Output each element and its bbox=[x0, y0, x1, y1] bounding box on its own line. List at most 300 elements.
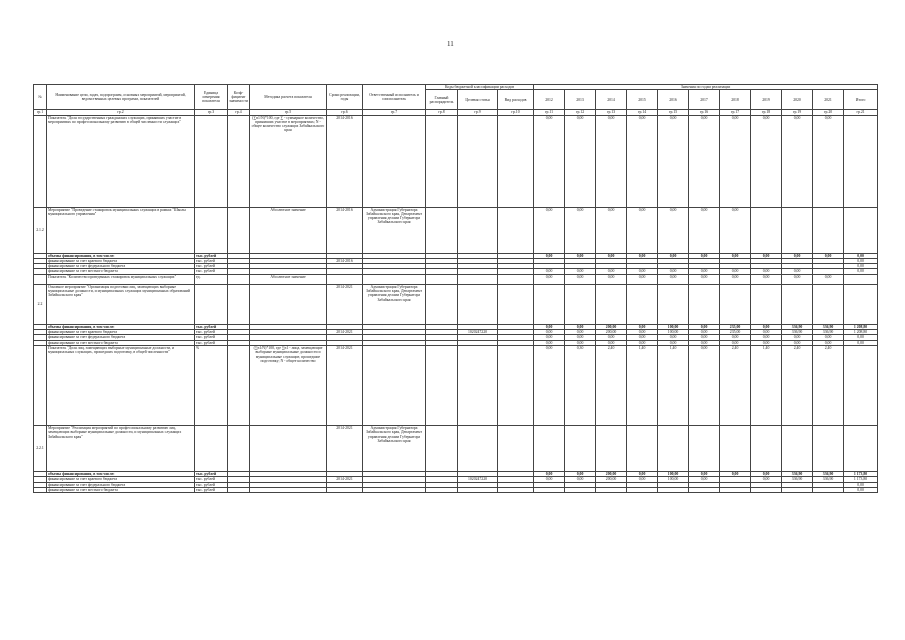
row-code-admin bbox=[426, 207, 458, 253]
row-total bbox=[844, 274, 878, 284]
row-name: финансирование за счет краевого бюджета bbox=[47, 330, 195, 335]
row-year-value: 0,00 bbox=[627, 471, 658, 476]
row-code-article bbox=[458, 425, 498, 471]
row-period: 2014-2021 bbox=[327, 284, 363, 324]
row-year-value: 0,00 bbox=[534, 330, 565, 335]
row-year-value: 0,00 bbox=[534, 207, 565, 253]
row-code-type bbox=[498, 207, 534, 253]
header-year: 2017 bbox=[689, 90, 720, 110]
row-year-value: 235,00 bbox=[720, 324, 751, 329]
row-method: (∑n1/N)*100, где ∑n1 - лица, замещающие выборные муниципальные должности и муниципальные служащие, прошедшие подготовку; N - общее количество bbox=[250, 345, 327, 425]
header-year: 2012 bbox=[534, 90, 565, 110]
column-number: гр.12 bbox=[565, 110, 596, 115]
row-year-value: 0,00 bbox=[596, 274, 627, 284]
row-unit: тыс. рублей bbox=[195, 482, 228, 487]
header-period: Сроки реализации, годы bbox=[327, 85, 363, 110]
table-row bbox=[34, 284, 878, 324]
row-responsible: Администрация Губернатора Забайкальского края, Департамент управления делами Губернатора Забайкальского края bbox=[363, 284, 426, 324]
row-year-value: 0,00 bbox=[534, 324, 565, 329]
row-method: Абсолютное значение bbox=[250, 274, 327, 284]
row-year-value: 0,00 bbox=[658, 340, 689, 345]
row-number: 2.1.2 bbox=[34, 207, 47, 253]
row-year-value: 0,00 bbox=[689, 471, 720, 476]
row-number bbox=[34, 345, 47, 425]
row-year-value: 0,00 bbox=[627, 477, 658, 482]
row-year-value: 336,90 bbox=[782, 324, 813, 329]
row-code-article bbox=[458, 207, 498, 253]
row-year-value: 0,00 bbox=[596, 207, 627, 253]
row-year-value: 0,00 bbox=[627, 207, 658, 253]
row-period: 2014-2021 bbox=[327, 477, 363, 482]
row-responsible: Администрация Губернатора Забайкальского края, Департамент управления делами Губернатора Забайкальского края bbox=[363, 425, 426, 471]
row-year-value: 0,00 bbox=[689, 340, 720, 345]
row-name: финансирование за счет местного бюджета bbox=[47, 487, 195, 492]
row-year-value: 0,00 bbox=[751, 324, 782, 329]
row-coef bbox=[228, 207, 250, 253]
column-number: гр.3 bbox=[195, 110, 228, 115]
row-year-value: 0,00 bbox=[689, 335, 720, 340]
row-year-value: 0,00 bbox=[751, 477, 782, 482]
header-year: 2016 bbox=[658, 90, 689, 110]
row-number bbox=[34, 274, 47, 284]
row-coef bbox=[228, 487, 250, 492]
row-code-admin bbox=[426, 115, 458, 207]
row-unit: тыс. рублей bbox=[195, 264, 228, 269]
row-year-value: 0,00 bbox=[565, 253, 596, 258]
row-total: 0,00 bbox=[844, 269, 878, 274]
row-code-type bbox=[498, 425, 534, 471]
header-code-col: Главный распорядитель bbox=[426, 90, 458, 110]
table-row bbox=[34, 425, 878, 471]
row-number bbox=[34, 487, 47, 492]
row-method bbox=[250, 487, 327, 492]
row-year-value: 0,00 bbox=[534, 274, 565, 284]
page-number: 11 bbox=[447, 40, 454, 48]
row-method: (∑n1/N)*100, где ∑ - суммарное количество, принявших участие в мероприятиях; N - общее количество служащих Забайкальского края bbox=[250, 115, 327, 207]
row-year-value: 0,00 bbox=[782, 269, 813, 274]
row-coef bbox=[228, 115, 250, 207]
row-year-value bbox=[658, 284, 689, 324]
row-year-value: 0,00 bbox=[534, 477, 565, 482]
row-year-value: 0,00 bbox=[720, 207, 751, 253]
row-unit: тыс. рублей bbox=[195, 253, 228, 258]
row-total: 0,00 bbox=[844, 335, 878, 340]
row-number bbox=[34, 115, 47, 207]
row-year-value bbox=[751, 207, 782, 253]
row-year-value: 0,00 bbox=[689, 115, 720, 207]
row-year-value bbox=[813, 284, 844, 324]
row-year-value: 100,00 bbox=[658, 324, 689, 329]
row-period: 2014-2016 bbox=[327, 207, 363, 253]
row-year-value bbox=[689, 487, 720, 492]
header-year: 2019 bbox=[751, 90, 782, 110]
row-unit bbox=[195, 425, 228, 471]
row-name: финансирование за счет краевого бюджета bbox=[47, 258, 195, 263]
row-year-value: 0,00 bbox=[627, 115, 658, 207]
row-year-value: 0,00 bbox=[813, 253, 844, 258]
row-code-admin bbox=[426, 284, 458, 324]
row-year-value: 0,00 bbox=[720, 274, 751, 284]
row-year-value bbox=[720, 284, 751, 324]
row-year-value: 1,40 bbox=[658, 345, 689, 425]
row-year-value: 336,90 bbox=[813, 477, 844, 482]
row-coef bbox=[228, 284, 250, 324]
row-year-value: 0,00 bbox=[565, 471, 596, 476]
row-year-value: 336,90 bbox=[813, 471, 844, 476]
row-code-admin bbox=[426, 487, 458, 492]
column-number: гр.18 bbox=[751, 110, 782, 115]
row-year-value: 0,30 bbox=[565, 345, 596, 425]
row-year-value: 336,90 bbox=[782, 330, 813, 335]
row-unit: тыс. рублей bbox=[195, 324, 228, 329]
row-code-type bbox=[498, 274, 534, 284]
row-method bbox=[250, 425, 327, 471]
row-year-value: 336,90 bbox=[782, 477, 813, 482]
row-year-value: 0,00 bbox=[658, 274, 689, 284]
row-unit: тыс. рублей bbox=[195, 487, 228, 492]
header-year: 2013 bbox=[565, 90, 596, 110]
header-coef: Коэф-фициент значимости bbox=[228, 85, 250, 110]
row-year-value bbox=[751, 284, 782, 324]
row-coef bbox=[228, 425, 250, 471]
row-coef bbox=[228, 345, 250, 425]
row-year-value: 0,00 bbox=[596, 335, 627, 340]
row-year-value: 2,40 bbox=[813, 345, 844, 425]
row-unit: % bbox=[195, 345, 228, 425]
column-number: гр.19 bbox=[782, 110, 813, 115]
row-responsible bbox=[363, 115, 426, 207]
row-year-value: 0,00 bbox=[782, 335, 813, 340]
row-total bbox=[844, 425, 878, 471]
row-period bbox=[327, 274, 363, 284]
table-row bbox=[34, 345, 878, 425]
row-year-value bbox=[782, 207, 813, 253]
row-year-value bbox=[596, 284, 627, 324]
row-year-value bbox=[658, 425, 689, 471]
row-total: 0,00 bbox=[844, 264, 878, 269]
table-row bbox=[34, 207, 878, 253]
row-year-value bbox=[751, 487, 782, 492]
row-code-admin bbox=[426, 274, 458, 284]
header-year: 2018 bbox=[720, 90, 751, 110]
row-name: объемы финансирования, в том числе: bbox=[47, 253, 195, 258]
row-year-value bbox=[627, 284, 658, 324]
row-year-value bbox=[813, 425, 844, 471]
row-year-value: 0,00 bbox=[689, 324, 720, 329]
row-responsible bbox=[363, 487, 426, 492]
row-unit: тыс. рублей bbox=[195, 335, 228, 340]
table-row bbox=[34, 487, 878, 492]
row-year-value: 0,00 bbox=[565, 115, 596, 207]
row-year-value: 0,00 bbox=[689, 269, 720, 274]
row-year-value bbox=[627, 425, 658, 471]
row-responsible bbox=[363, 274, 426, 284]
row-year-value bbox=[689, 284, 720, 324]
row-year-value: 0,00 bbox=[689, 330, 720, 335]
row-year-value: 100,00 bbox=[658, 477, 689, 482]
row-unit: тыс. рублей bbox=[195, 477, 228, 482]
row-year-value: 0,00 bbox=[782, 340, 813, 345]
row-year-value: 0,00 bbox=[813, 274, 844, 284]
row-year-value: 0,00 bbox=[596, 253, 627, 258]
row-total: 1 208,80 bbox=[844, 324, 878, 329]
row-year-value bbox=[596, 487, 627, 492]
row-year-value: 200,00 bbox=[596, 330, 627, 335]
row-period bbox=[327, 487, 363, 492]
row-name: финансирование за счет федерального бюджета bbox=[47, 335, 195, 340]
row-total: 0,00 bbox=[844, 253, 878, 258]
row-year-value bbox=[565, 487, 596, 492]
row-year-value bbox=[689, 425, 720, 471]
row-year-value: 0,00 bbox=[689, 207, 720, 253]
row-year-value bbox=[813, 207, 844, 253]
row-year-value bbox=[813, 487, 844, 492]
row-year-value: 0,00 bbox=[751, 330, 782, 335]
row-name: объемы финансирования, в том числе: bbox=[47, 471, 195, 476]
header-codes: Коды бюджетной классификации расходов bbox=[426, 85, 534, 90]
header-code-col: Вид расходов bbox=[498, 90, 534, 110]
header-unit: Единица измерения показателя bbox=[195, 85, 228, 110]
row-year-value: 0,00 bbox=[751, 115, 782, 207]
row-year-value bbox=[534, 425, 565, 471]
row-code-type bbox=[498, 487, 534, 492]
row-year-value: 0,00 bbox=[751, 471, 782, 476]
row-year-value: 0,00 bbox=[596, 115, 627, 207]
row-unit bbox=[195, 284, 228, 324]
row-year-value bbox=[565, 425, 596, 471]
row-year-value: 0,00 bbox=[720, 269, 751, 274]
column-number: гр.6 bbox=[327, 110, 363, 115]
row-code-article bbox=[458, 487, 498, 492]
table-body bbox=[34, 115, 878, 493]
row-year-value: 1,40 bbox=[627, 345, 658, 425]
column-number: гр.7 bbox=[363, 110, 426, 115]
header-year: 2021 bbox=[813, 90, 844, 110]
row-code-type bbox=[498, 345, 534, 425]
row-name: Показатель "Доля лиц, замещающих выборные муниципальные должности, и муниципальных служащих, прошедших подготовку, в общей численности" bbox=[47, 345, 195, 425]
table-row bbox=[34, 115, 878, 207]
row-year-value: 0,00 bbox=[596, 269, 627, 274]
row-year-value: 0,00 bbox=[565, 477, 596, 482]
row-year-value: 336,90 bbox=[813, 330, 844, 335]
row-name: Показатель "Доля государственных гражданских служащих, принявших участие в мероприятиях по профессиональному развитию в общей численности служащих" bbox=[47, 115, 195, 207]
header-year: 2014 bbox=[596, 90, 627, 110]
row-year-value: 0,00 bbox=[782, 274, 813, 284]
row-total: 1 173,80 bbox=[844, 477, 878, 482]
row-period: 2014-2016 bbox=[327, 258, 363, 263]
row-name: финансирование за счет краевого бюджета bbox=[47, 477, 195, 482]
row-year-value: 100,00 bbox=[658, 471, 689, 476]
row-total bbox=[844, 115, 878, 207]
column-number: гр.21 bbox=[844, 110, 878, 115]
row-total bbox=[844, 345, 878, 425]
row-coef bbox=[228, 274, 250, 284]
column-number: гр.20 bbox=[813, 110, 844, 115]
row-name: финансирование за счет федерального бюджета bbox=[47, 482, 195, 487]
row-year-value: 0,00 bbox=[751, 253, 782, 258]
row-year-value: 336,90 bbox=[782, 471, 813, 476]
row-year-value: 200,00 bbox=[596, 324, 627, 329]
row-year-value: 0,00 bbox=[720, 471, 751, 476]
row-year-value: 0,00 bbox=[813, 340, 844, 345]
row-period: 2014-2021 bbox=[327, 330, 363, 335]
row-total bbox=[844, 207, 878, 253]
header-method: Методика расчета показателя bbox=[250, 85, 327, 110]
row-unit bbox=[195, 115, 228, 207]
row-year-value: 200,00 bbox=[596, 477, 627, 482]
row-code-admin bbox=[426, 425, 458, 471]
row-year-value: 0,00 bbox=[565, 335, 596, 340]
row-year-value: 0,00 bbox=[658, 269, 689, 274]
row-year-value: 0,00 bbox=[627, 335, 658, 340]
row-year-value bbox=[782, 284, 813, 324]
row-method: Абсолютное значение bbox=[250, 207, 327, 253]
row-year-value bbox=[658, 487, 689, 492]
row-method bbox=[250, 284, 327, 324]
row-unit bbox=[195, 207, 228, 253]
row-year-value: 0,00 bbox=[813, 115, 844, 207]
row-year-value bbox=[720, 487, 751, 492]
row-year-value: 0,00 bbox=[658, 115, 689, 207]
header-name: Наименование цели, задач, подпрограмм, основных мероприятий, мероприятий, ведомственных целевых программ, показателей bbox=[47, 85, 195, 110]
row-responsible: Администрация Губернатора Забайкальского края, Департамент управления делами Губернатора Забайкальского края bbox=[363, 207, 426, 253]
row-total: 0,00 bbox=[844, 482, 878, 487]
column-number: гр.11 bbox=[534, 110, 565, 115]
row-total: 1 173,80 bbox=[844, 471, 878, 476]
row-unit: тыс. рублей bbox=[195, 340, 228, 345]
row-total: 0,00 bbox=[844, 340, 878, 345]
table-row bbox=[34, 274, 878, 284]
row-period: 2014-2016 bbox=[327, 115, 363, 207]
header-code-col: Целевая статья bbox=[458, 90, 498, 110]
column-number: гр.10 bbox=[498, 110, 534, 115]
row-year-value: 0,00 bbox=[782, 115, 813, 207]
column-number: гр.8 bbox=[426, 110, 458, 115]
row-period: 2014-2021 bbox=[327, 425, 363, 471]
row-year-value: 0,00 bbox=[596, 340, 627, 345]
row-year-value: 0,00 bbox=[534, 471, 565, 476]
header-year: 2015 bbox=[627, 90, 658, 110]
row-name: Мероприятие "Проведение стажировок муниципальных служащих в рамках "Школы муниципального управления" bbox=[47, 207, 195, 253]
row-year-value: 0,00 bbox=[534, 269, 565, 274]
row-code-article bbox=[458, 284, 498, 324]
row-year-value: 2,40 bbox=[720, 345, 751, 425]
column-number: гр.1 bbox=[34, 110, 47, 115]
row-name: Основное мероприятие "Организация подготовки лиц, замещающих выборные муниципальные должности, и муниципальных служащих муниципальных образований Забайкальского края" bbox=[47, 284, 195, 324]
column-number: гр.2 bbox=[47, 110, 195, 115]
row-year-value: 0,00 bbox=[751, 340, 782, 345]
row-year-value bbox=[534, 284, 565, 324]
column-number: гр.9 bbox=[458, 110, 498, 115]
row-year-value: 0,00 bbox=[658, 253, 689, 258]
row-year-value: 2,40 bbox=[596, 345, 627, 425]
row-year-value: 0,00 bbox=[689, 477, 720, 482]
row-year-value bbox=[534, 487, 565, 492]
row-unit: тыс. рублей bbox=[195, 471, 228, 476]
row-year-value: 0,00 bbox=[813, 335, 844, 340]
row-number: 2.2.1 bbox=[34, 425, 47, 471]
row-year-value: 100,00 bbox=[658, 330, 689, 335]
row-year-value: 1,40 bbox=[751, 345, 782, 425]
row-period: 2014-2021 bbox=[327, 345, 363, 425]
row-year-value: 0,00 bbox=[689, 253, 720, 258]
row-name: Мероприятие "Реализация мероприятий по профессиональному развитию лиц, замещающих выборные муниципальные должности, и муниципальных служащих Забайкальского края" bbox=[47, 425, 195, 471]
row-code-article bbox=[458, 115, 498, 207]
row-year-value: 0,00 bbox=[751, 269, 782, 274]
row-year-value: 0,00 bbox=[627, 253, 658, 258]
row-year-value: 0,00 bbox=[751, 274, 782, 284]
row-year-value bbox=[627, 487, 658, 492]
row-unit: ед. bbox=[195, 274, 228, 284]
row-code-type bbox=[498, 284, 534, 324]
row-total: 0,00 bbox=[844, 487, 878, 492]
row-year-value: 0,00 bbox=[565, 207, 596, 253]
row-year-value bbox=[751, 425, 782, 471]
row-name: Показатель "Количество проведенных стажировок муниципальных служащих" bbox=[47, 274, 195, 284]
row-total: 1 208,80 bbox=[844, 330, 878, 335]
row-name: объемы финансирования, в том числе: bbox=[47, 324, 195, 329]
row-year-value: 336,90 bbox=[813, 324, 844, 329]
row-year-value: 0,00 bbox=[534, 115, 565, 207]
row-year-value: 0,00 bbox=[565, 330, 596, 335]
row-year-value: 0,00 bbox=[751, 335, 782, 340]
header-year: 2020 bbox=[782, 90, 813, 110]
row-year-value: 0,00 bbox=[565, 269, 596, 274]
row-year-value bbox=[720, 425, 751, 471]
header-total: Итого bbox=[844, 90, 878, 110]
row-year-value: 0,00 bbox=[565, 340, 596, 345]
row-number: 2.2 bbox=[34, 284, 47, 324]
row-year-value: 2,40 bbox=[782, 345, 813, 425]
row-year-value: 0,00 bbox=[658, 207, 689, 253]
row-year-value: 0,00 bbox=[627, 274, 658, 284]
column-number: гр.17 bbox=[720, 110, 751, 115]
header-responsible: Ответственный исполнитель и соисполнитель bbox=[363, 85, 426, 110]
row-year-value: 0,00 bbox=[658, 335, 689, 340]
column-number: гр.14 bbox=[627, 110, 658, 115]
row-year-value bbox=[782, 425, 813, 471]
column-number: гр.15 bbox=[658, 110, 689, 115]
row-unit: тыс. рублей bbox=[195, 269, 228, 274]
row-year-value: 200,00 bbox=[596, 471, 627, 476]
column-number: гр.16 bbox=[689, 110, 720, 115]
program-table bbox=[33, 84, 878, 493]
row-year-value: 0,00 bbox=[720, 115, 751, 207]
row-responsible bbox=[363, 345, 426, 425]
row-year-value: 0,00 bbox=[720, 340, 751, 345]
row-year-value: 0,00 bbox=[720, 253, 751, 258]
row-year-value bbox=[596, 425, 627, 471]
header-values: Значения по годам реализации bbox=[534, 85, 878, 90]
row-year-value: 0,00 bbox=[534, 253, 565, 258]
row-year-value: 0,00 bbox=[689, 274, 720, 284]
column-number: гр.5 bbox=[250, 110, 327, 115]
row-year-value: 0,00 bbox=[534, 345, 565, 425]
row-name: финансирование за счет федерального бюджета bbox=[47, 264, 195, 269]
row-year-value: 0,00 bbox=[689, 345, 720, 425]
row-code-article: 1020247220 bbox=[458, 330, 498, 335]
row-unit: тыс. рублей bbox=[195, 258, 228, 263]
row-year-value: 0,00 bbox=[534, 335, 565, 340]
row-year-value: 0,00 bbox=[534, 340, 565, 345]
column-number: гр.4 bbox=[228, 110, 250, 115]
row-year-value: 0,00 bbox=[627, 340, 658, 345]
row-total: 0,00 bbox=[844, 258, 878, 263]
row-year-value: 0,00 bbox=[627, 324, 658, 329]
row-total bbox=[844, 284, 878, 324]
row-code-admin bbox=[426, 345, 458, 425]
row-year-value: 0,00 bbox=[627, 269, 658, 274]
